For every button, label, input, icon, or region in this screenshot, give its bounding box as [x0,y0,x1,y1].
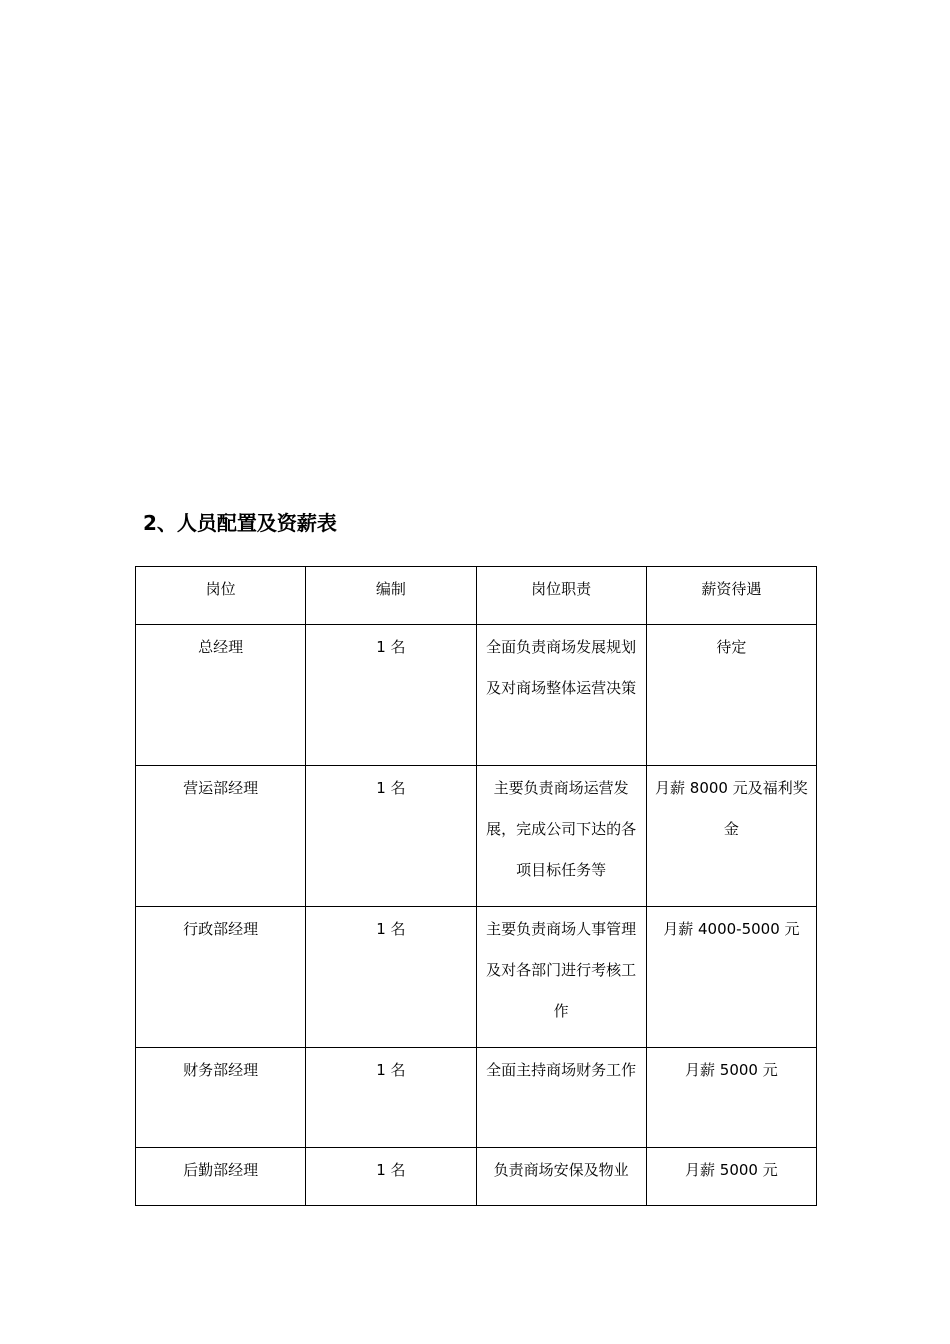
cell-position: 营运部经理 [136,766,306,907]
cell-headcount: 1 名 [306,907,476,1048]
cell-salary: 待定 [646,625,816,766]
cell-position: 行政部经理 [136,907,306,1048]
cell-duties: 全面主持商场财务工作 [476,1048,646,1148]
cell-duties: 主要负责商场运营发展，完成公司下达的各项目标任务等 [476,766,646,907]
table-row [136,625,817,766]
header-headcount: 编制 [306,567,476,625]
cell-headcount: 1 名 [306,766,476,907]
table-header-row [136,567,817,625]
header-position: 岗位 [136,567,306,625]
cell-salary: 月薪 8000 元及福利奖金 [646,766,816,907]
cell-headcount: 1 名 [306,1148,476,1206]
cell-salary: 月薪 4000-5000 元 [646,907,816,1048]
cell-duties: 主要负责商场人事管理及对各部门进行考核工作 [476,907,646,1048]
cell-duties: 负责商场安保及物业 [476,1148,646,1206]
section-title: 2、人员配置及资薪表 [143,511,337,535]
cell-salary: 月薪 5000 元 [646,1148,816,1206]
cell-position: 财务部经理 [136,1048,306,1148]
cell-position: 后勤部经理 [136,1148,306,1206]
cell-headcount: 1 名 [306,1048,476,1148]
cell-duties: 全面负责商场发展规划及对商场整体运营决策 [476,625,646,766]
table-row [136,907,817,1048]
cell-headcount: 1 名 [306,625,476,766]
header-salary: 薪资待遇 [646,567,816,625]
table-row [136,766,817,907]
staffing-salary-table [135,566,817,1206]
cell-position: 总经理 [136,625,306,766]
header-duties: 岗位职责 [476,567,646,625]
cell-salary: 月薪 5000 元 [646,1048,816,1148]
table-row [136,1148,817,1206]
table-row [136,1048,817,1148]
